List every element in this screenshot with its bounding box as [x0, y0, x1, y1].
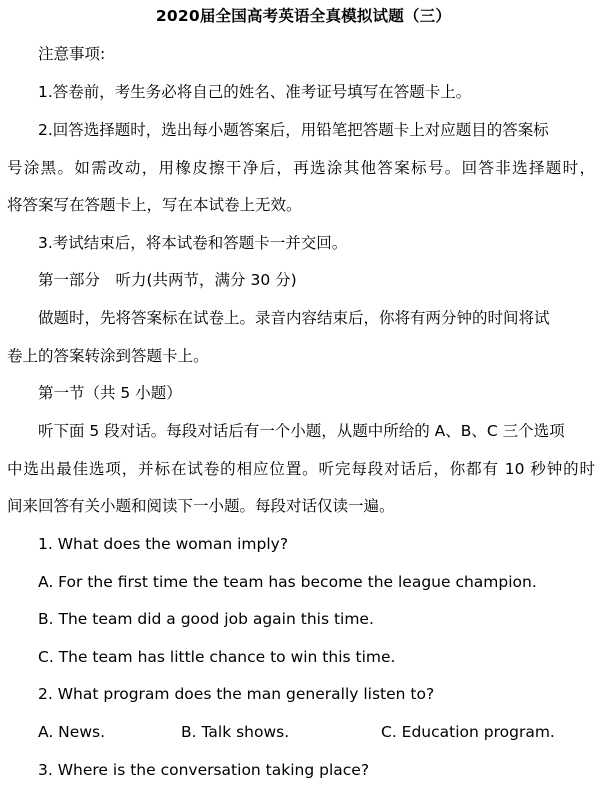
question-2-stem: 2. What program does the man generally listen to? [38, 685, 435, 703]
question-2-option-b: B. Talk shows. [181, 723, 290, 741]
notice-item-3: 3.考试结束后，将本试卷和答题卡一并交回。 [38, 234, 348, 252]
part1-instruction-line-1: 做题时，先将答案标在试卷上。录音内容结束后，你将有两分钟的时间将试 [38, 309, 550, 327]
notice-item-2-line-1: 2.回答选择题时，选出每小题答案后，用铅笔把答题卡上对应题目的答案标 [38, 121, 549, 139]
notice-item-1: 1.答卷前，考生务必将自己的姓名、准考证号填写在答题卡上。 [38, 83, 472, 101]
notice-item-2-line-3: 将答案写在答题卡上，写在本试卷上无效。 [7, 196, 302, 214]
notice-item-2-line-2: 号涂黑。如需改动，用橡皮擦干净后，再选涂其他答案标号。回答非选择题时， [7, 159, 595, 177]
question-1-option-b: B. The team did a good job again this time. [38, 610, 374, 628]
question-1-option-a: A. For the first time the team has become the league champion. [38, 573, 537, 591]
exam-title: 2020届全国高考英语全真模拟试题（三） [155, 7, 452, 25]
section1-instruction-line-2: 中选出最佳选项，并标在试卷的相应位置。听完每段对话后，你都有 10 秒钟的时 [7, 460, 595, 478]
notice-heading: 注意事项: [38, 45, 106, 63]
section1-instruction-line-1: 听下面 5 段对话。每段对话后有一个小题，从题中所给的 A、B、C 三个选项 [38, 422, 565, 440]
part1-instruction-line-2: 卷上的答案转涂到答题卡上。 [7, 347, 209, 365]
question-1-stem: 1. What does the woman imply? [38, 535, 289, 553]
question-1-option-c: C. The team has little chance to win this time. [38, 648, 396, 666]
question-3-stem: 3. Where is the conversation taking place? [38, 761, 370, 779]
part1-heading: 第一部分 听力(共两节，满分 30 分) [38, 271, 297, 289]
question-2-option-c: C. Education program. [381, 723, 555, 741]
section1-heading: 第一节（共 5 小题） [38, 384, 182, 402]
section1-instruction-line-3: 间来回答有关小题和阅读下一小题。每段对话仅读一遍。 [7, 497, 395, 515]
question-2-option-a: A. News. [38, 723, 105, 741]
